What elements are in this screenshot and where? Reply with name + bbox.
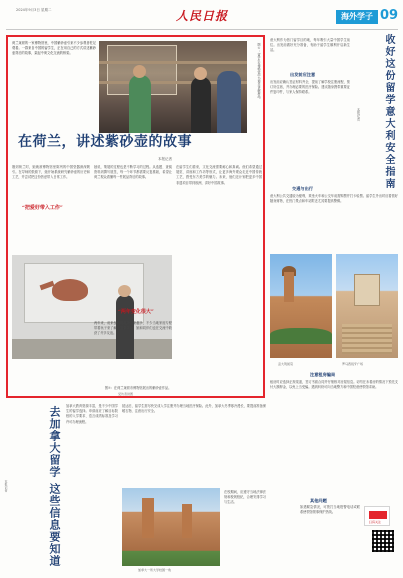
newspaper-logo: 人民日报 (176, 9, 229, 23)
side-article-byline: 本报记者 (356, 108, 360, 121)
article-column-b2: 两年来，前来参观的观众越来越多，不少当地家庭专程带着孩子来了解中国茶文化。她和同伴们也在交流中收获了许多友谊。 (94, 321, 172, 336)
side-subhead-1: 出发前应注意 (290, 72, 316, 77)
article-column-b: 她说，策展的过程也是不断学习的过程。从选题、查阅资料到撰写展签，每一个环节都需要反复推敲，希望让荷兰观众看懂每一件展品背后的故事。 (94, 165, 172, 180)
subhead-2: “两年变化很大” (118, 309, 154, 315)
article-lead (12, 41, 96, 117)
italy-photo-caption: 意大利街景 (278, 362, 294, 366)
side-paragraph-2: 出发前应确认签证材料齐全，提前了解学校注册流程，预订好住宿，并办理必要的医疗保险。建议随身携带重要证件复印件，与家人保持联系。 (270, 80, 350, 95)
photo-caption-bottom: 图②：在荷兰莱顿市博物馆展出的紫砂壶作品。 (104, 386, 172, 390)
photo-caption-top: 图①：留学生在博物馆中为观众讲解展品。 (257, 43, 261, 101)
badge-banner-icon (369, 511, 387, 519)
article-headline: 在荷兰，讲述紫砂壶的故事 (18, 134, 192, 150)
lead-text: 荷兰莱顿的一家博物馆里，中国紫砂壶引来不少参观者驻足观看。一群来自中国的留学生，正在用自己的方式讲述紫砂壶背后的故事，架起中荷文化交流的桥梁。 (12, 41, 96, 55)
side-article-title[interactable]: 收好这份留学意大利安全指南 (383, 34, 394, 190)
side-paragraph-5: 如遇紧急情况，可拨打当地报警电话或联系使领馆领事保护热线。 (300, 505, 360, 515)
bottom-article-byline: 本报记者 (4, 480, 8, 492)
follow-badge[interactable] (364, 506, 390, 526)
page-number: 09 (380, 8, 399, 23)
bottom-column-2: 抵达后，留学生需尽快完成入学注册并办理当地医疗保险。此外，加拿大冬季寒冷漫长，要提前准备保暖衣物，注意出行安全。 (122, 404, 266, 414)
italy-street-photo (270, 254, 332, 358)
side-subhead-3: 注意租房骗局 (310, 372, 336, 377)
highlighted-article[interactable] (6, 35, 265, 398)
museum-photo (99, 41, 247, 133)
article-column-a: 刚到荷兰时，她就被博物馆里陈列的中国瓷器深深吸引。在导师的鼓励下，她开始系统研究紫砂壶的历史和工艺，并尝试把这份热爱带入日常工作。 (12, 165, 90, 180)
bottom-column-3: 在校期间，应遵守当地法律法规和校规校纪，合理安排学习与生活。 (224, 490, 266, 505)
side-subhead-4: 其他问题 (310, 498, 327, 503)
side-subhead-2: 交通与出行 (292, 186, 313, 191)
side-paragraph-4: 租房时应选择正规渠道，签订书面合同并仔细核对房屋信息。切勿在未看房的情况下预先支付大额押金，以免上当受骗。遇到纠纷可向当地警方和中国驻意使领馆求助。 (270, 380, 398, 390)
university-photo-caption: 加拿大一所大学校园一角 (138, 568, 172, 572)
subhead-1: “把爱好带入工作” (22, 205, 63, 211)
qr-code-icon[interactable] (372, 530, 394, 552)
issue-date: 2024年9月3日 星期二 (16, 8, 52, 12)
rome-photo-caption: 罗马西班牙广场 (342, 362, 364, 366)
section-label: 海外学子 (336, 10, 378, 24)
side-paragraph-1: 意大利作为热门留学目的地，每年吸引大量中国学生前往。出发前做好充分准备，有助于留学生顺利开启新生活。 (270, 38, 350, 53)
masthead (6, 4, 398, 30)
rome-square-photo (336, 254, 398, 358)
side-paragraph-3: 意大利公共交通较为便利，乘坐火车和公交车前需购票并打卡验票。留学生外出时应看管好随身财物，在热门景点和车站附近尤其要提高警惕。 (270, 194, 398, 204)
bottom-column-1: 加拿大教育资源丰富，是不少中国学生的留学选择。申请前应了解目标院校的入学要求、语言成绩标准及学习许可办理流程。 (66, 404, 118, 424)
photo-credit: 受访者供图 (118, 392, 134, 396)
article-byline: 本报记者 (158, 157, 172, 161)
university-photo (122, 488, 220, 566)
article-column-c: 在留学生们看来，文化交流需要耐心和真诚。他们希望通过展览、讲座和工作坊等形式，让更多海外观众走近中国传统工艺，感受东方美学的魅力。未来，他们还计划把更多中国非遗项目带到欧洲，讲好中国故事。 (176, 165, 262, 185)
bottom-article-title[interactable]: 去加拿大留学 这些信息要知道 (48, 406, 61, 567)
badge-text: 扫码关注 (369, 520, 382, 524)
